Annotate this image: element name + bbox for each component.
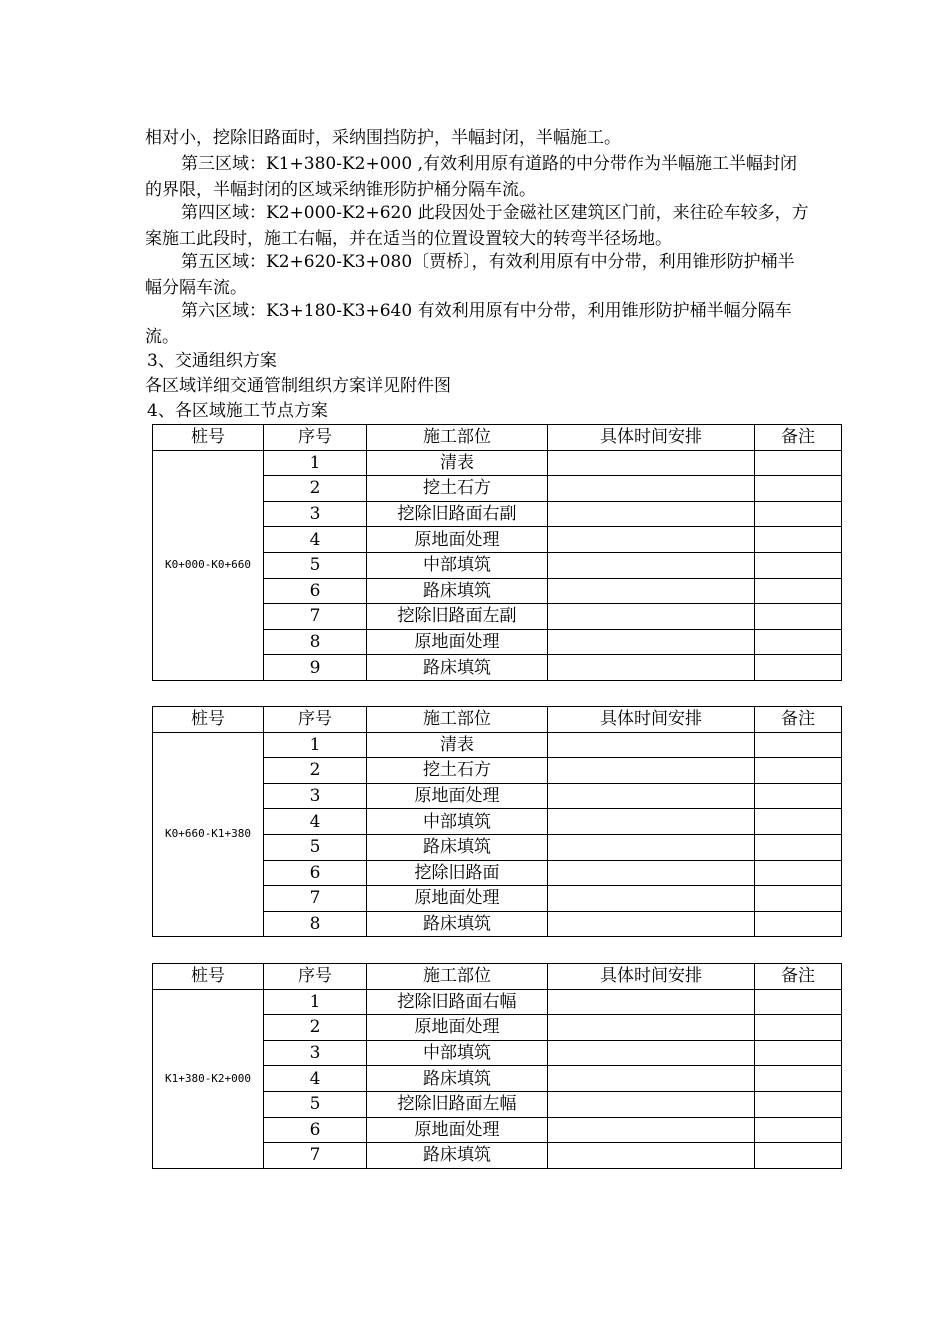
seq-cell: 6 <box>264 1117 367 1143</box>
part-cell: 路床填筑 <box>367 911 548 937</box>
seq-cell: 8 <box>264 911 367 937</box>
seq-cell: 5 <box>264 552 367 578</box>
header-station: 桩号 <box>153 964 264 990</box>
part-cell: 原地面处理 <box>367 629 548 655</box>
part-cell: 原地面处理 <box>367 1117 548 1143</box>
table-header-row <box>153 425 842 451</box>
station-cell: K0+000-K0+660 <box>153 450 264 680</box>
header-time: 具体时间安排 <box>548 964 755 990</box>
note-cell <box>755 578 842 604</box>
schedule-table <box>152 706 842 937</box>
seq-cell: 3 <box>264 501 367 527</box>
note-cell <box>755 1117 842 1143</box>
paragraph-zone-4: 第四区域：K2+000-K2+620 此段因处于金磁社区建筑区门前，来往砼车较多，方案施工此段时，施工右幅，并在适当的位置设置较大的转弯半径场地。 <box>145 203 809 249</box>
time-cell <box>548 1143 755 1169</box>
note-cell <box>755 604 842 630</box>
table-row <box>153 989 842 1015</box>
schedule-table <box>152 963 842 1169</box>
part-cell: 原地面处理 <box>367 886 548 912</box>
header-note: 备注 <box>755 964 842 990</box>
seq-cell: 5 <box>264 834 367 860</box>
table-header-row <box>153 707 842 733</box>
seq-cell: 9 <box>264 655 367 681</box>
seq-cell: 2 <box>264 476 367 502</box>
part-cell: 挖除旧路面右幅 <box>367 989 548 1015</box>
time-cell <box>548 476 755 502</box>
note-cell <box>755 501 842 527</box>
schedule-table <box>152 424 842 681</box>
note-cell <box>755 886 842 912</box>
section-heading-traffic-plan: 3、交通组织方案 <box>147 351 277 371</box>
seq-cell: 3 <box>264 783 367 809</box>
time-cell <box>548 1066 755 1092</box>
seq-cell: 7 <box>264 1143 367 1169</box>
part-cell: 路床填筑 <box>367 578 548 604</box>
part-cell: 中部填筑 <box>367 1040 548 1066</box>
header-note: 备注 <box>755 707 842 733</box>
note-cell <box>755 1143 842 1169</box>
header-time: 具体时间安排 <box>548 425 755 451</box>
header-station: 桩号 <box>153 707 264 733</box>
station-cell: K0+660-K1+380 <box>153 732 264 937</box>
part-cell: 挖除旧路面 <box>367 860 548 886</box>
seq-cell: 6 <box>264 578 367 604</box>
seq-cell: 5 <box>264 1091 367 1117</box>
note-cell <box>755 834 842 860</box>
part-cell: 挖除旧路面右副 <box>367 501 548 527</box>
header-seq: 序号 <box>264 964 367 990</box>
time-cell <box>548 1040 755 1066</box>
table-row <box>153 450 842 476</box>
seq-cell: 3 <box>264 1040 367 1066</box>
time-cell <box>548 732 755 758</box>
time-cell <box>548 1091 755 1117</box>
time-cell <box>548 450 755 476</box>
note-cell <box>755 1066 842 1092</box>
time-cell <box>548 886 755 912</box>
header-station: 桩号 <box>153 425 264 451</box>
station-cell: K1+380-K2+000 <box>153 989 264 1168</box>
part-cell: 路床填筑 <box>367 1143 548 1169</box>
header-seq: 序号 <box>264 425 367 451</box>
seq-cell: 2 <box>264 1015 367 1041</box>
note-cell <box>755 989 842 1015</box>
time-cell <box>548 578 755 604</box>
time-cell <box>548 989 755 1015</box>
time-cell <box>548 911 755 937</box>
time-cell <box>548 1117 755 1143</box>
note-cell <box>755 476 842 502</box>
time-cell <box>548 552 755 578</box>
time-cell <box>548 809 755 835</box>
note-cell <box>755 1091 842 1117</box>
note-cell <box>755 552 842 578</box>
note-cell <box>755 629 842 655</box>
seq-cell: 8 <box>264 629 367 655</box>
header-part: 施工部位 <box>367 964 548 990</box>
part-cell: 路床填筑 <box>367 834 548 860</box>
note-cell <box>755 809 842 835</box>
note-cell <box>755 758 842 784</box>
seq-cell: 7 <box>264 604 367 630</box>
seq-cell: 1 <box>264 989 367 1015</box>
seq-cell: 4 <box>264 527 367 553</box>
note-cell <box>755 1040 842 1066</box>
note-cell <box>755 911 842 937</box>
time-cell <box>548 501 755 527</box>
seq-cell: 4 <box>264 809 367 835</box>
part-cell: 原地面处理 <box>367 783 548 809</box>
part-cell: 路床填筑 <box>367 1066 548 1092</box>
part-cell: 路床填筑 <box>367 655 548 681</box>
note-cell <box>755 860 842 886</box>
paragraph-zone-5: 第五区域：K2+620-K3+080〔贾桥〕，有效利用原有中分带，利用锥形防护桶半幅分隔车流。 <box>145 252 795 298</box>
part-cell: 原地面处理 <box>367 527 548 553</box>
part-cell: 中部填筑 <box>367 809 548 835</box>
table-header-row <box>153 964 842 990</box>
time-cell <box>548 604 755 630</box>
part-cell: 挖土石方 <box>367 476 548 502</box>
header-part: 施工部位 <box>367 425 548 451</box>
seq-cell: 2 <box>264 758 367 784</box>
seq-cell: 6 <box>264 860 367 886</box>
time-cell <box>548 629 755 655</box>
seq-cell: 4 <box>264 1066 367 1092</box>
section-heading-node-plan: 4、各区域施工节点方案 <box>147 401 328 421</box>
header-seq: 序号 <box>264 707 367 733</box>
seq-cell: 7 <box>264 886 367 912</box>
time-cell <box>548 758 755 784</box>
note-cell <box>755 527 842 553</box>
time-cell <box>548 834 755 860</box>
paragraph-zone-6: 第六区域：K3+180-K3+640 有效利用原有中分带，利用锥形防护桶半幅分隔车流。 <box>145 301 792 347</box>
seq-cell: 1 <box>264 450 367 476</box>
time-cell <box>548 860 755 886</box>
time-cell <box>548 527 755 553</box>
note-cell <box>755 655 842 681</box>
header-note: 备注 <box>755 425 842 451</box>
paragraph-zone-3: 第三区域：K1+380-K2+000 ,有效利用原有道路的中分带作为半幅施工半幅封闭的界限，半幅封闭的区域采纳锥形防护桶分隔车流。 <box>145 154 797 200</box>
part-cell: 中部填筑 <box>367 552 548 578</box>
section-body-traffic-plan: 各区域详细交通管制组织方案详见附件图 <box>145 376 451 396</box>
table-row <box>153 732 842 758</box>
paragraph-intro: 相对小，挖除旧路面时，采纳围挡防护，半幅封闭，半幅施工。 <box>145 128 621 148</box>
part-cell: 挖除旧路面左幅 <box>367 1091 548 1117</box>
header-time: 具体时间安排 <box>548 707 755 733</box>
time-cell <box>548 655 755 681</box>
header-part: 施工部位 <box>367 707 548 733</box>
time-cell <box>548 783 755 809</box>
part-cell: 清表 <box>367 732 548 758</box>
part-cell: 清表 <box>367 450 548 476</box>
part-cell: 挖土石方 <box>367 758 548 784</box>
note-cell <box>755 783 842 809</box>
note-cell <box>755 732 842 758</box>
part-cell: 挖除旧路面左副 <box>367 604 548 630</box>
part-cell: 原地面处理 <box>367 1015 548 1041</box>
seq-cell: 1 <box>264 732 367 758</box>
note-cell <box>755 1015 842 1041</box>
time-cell <box>548 1015 755 1041</box>
note-cell <box>755 450 842 476</box>
